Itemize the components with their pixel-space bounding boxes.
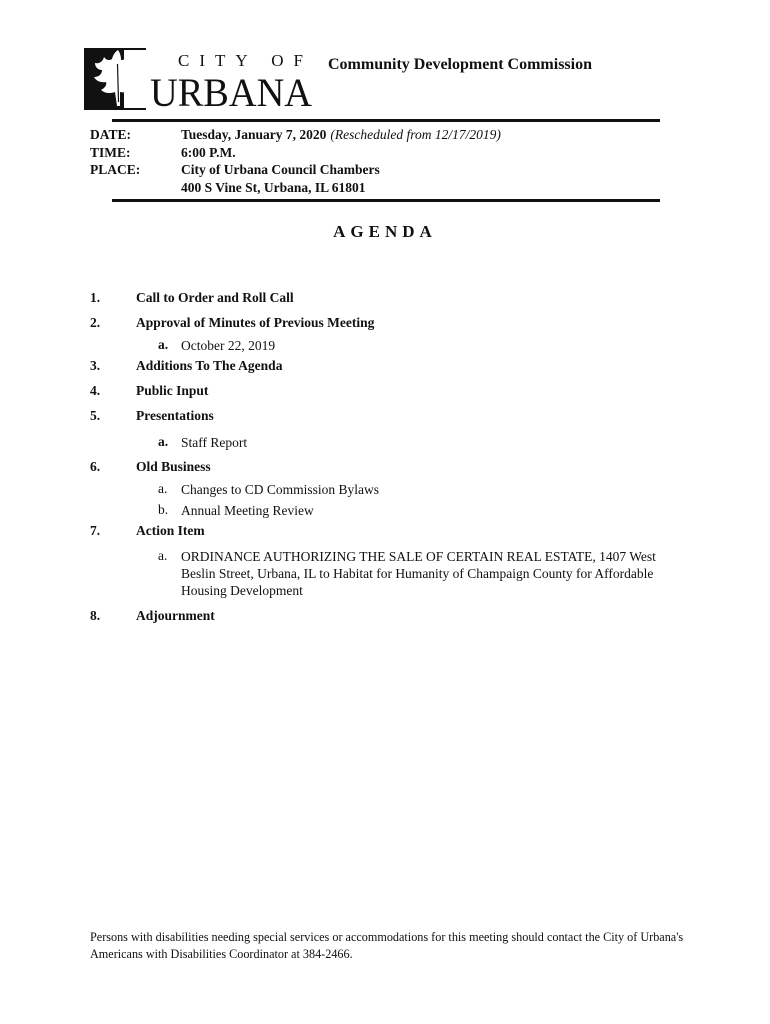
place-row-2 [90,179,501,197]
item-number: 6. [90,459,101,474]
agenda-item [90,608,215,624]
item-number: 7. [90,523,101,538]
subitem-letter: a. [158,481,168,496]
item-number: 4. [90,383,101,398]
commission-title: Community Development Commission [328,56,592,73]
subitem-letter: a. [158,548,168,563]
agenda-subitem [158,337,681,354]
agenda-item [90,408,214,424]
subitem-letter: b. [158,502,169,517]
item-title: Public Input [136,383,209,398]
time-label: TIME: [90,144,131,160]
agenda-item [90,459,211,475]
item-title: Presentations [136,408,214,423]
date-row [90,126,501,144]
meta-rule [112,199,660,202]
agenda-subitem [158,548,681,599]
agenda-item [90,523,205,539]
reschedule-note: (Rescheduled from 12/17/2019) [330,127,501,142]
agenda-subitem [158,502,681,519]
item-title: Adjournment [136,608,215,623]
subitem-text: October 22, 2019 [181,338,276,353]
agenda-subitem [158,481,681,498]
date-label: DATE: [90,127,132,142]
time-row [90,144,501,162]
date-value: Tuesday, January 7, 2020 [181,127,327,142]
subitem-text: ORDINANCE AUTHORIZING THE SALE OF CERTAIN REAL ESTATE, 1407 West Beslin Street, Urbana, IL to Habitat for Humanity of Champaign County for Affordable Housing Development [181,549,656,598]
agenda-item [90,315,374,331]
item-title: Approval of Minutes of Previous Meeting [136,315,375,330]
place-row [90,161,501,179]
oak-leaf-icon [84,48,146,110]
meeting-details [90,126,501,196]
place-line-1: City of Urbana Council Chambers [181,162,380,177]
item-title: Additions To The Agenda [136,358,283,373]
item-title: Call to Order and Roll Call [136,290,294,305]
agenda-subitem [158,434,681,451]
item-number: 1. [90,290,101,305]
logo-city-of: CITY OF [178,51,314,70]
place-line-2: 400 S Vine St, Urbana, IL 61801 [181,179,366,195]
item-number: 5. [90,408,101,423]
agenda-item [90,358,282,374]
city-logo [84,48,314,112]
time-value: 6:00 P.M. [181,144,236,160]
subitem-text: Changes to CD Commission Bylaws [181,482,380,497]
logo-urbana: URBANA [150,70,313,112]
item-title: Action Item [136,523,205,538]
agenda-heading: AGENDA [333,222,437,241]
item-number: 8. [90,608,101,623]
subitem-text: Staff Report [181,435,248,450]
item-title: Old Business [136,459,211,474]
accessibility-notice: Persons with disabilities needing special services or accommodations for this meeting should contact the City of Urbana's Americans with Disabilities Coordinator at 384-2466. [90,930,684,961]
header-rule [112,119,660,122]
item-number: 2. [90,315,101,330]
subitem-letter: a. [158,337,169,352]
agenda-item [90,290,294,306]
item-number: 3. [90,358,101,373]
agenda-item [90,383,208,399]
place-label: PLACE: [90,162,141,177]
subitem-letter: a. [158,434,169,449]
subitem-text: Annual Meeting Review [181,503,314,518]
